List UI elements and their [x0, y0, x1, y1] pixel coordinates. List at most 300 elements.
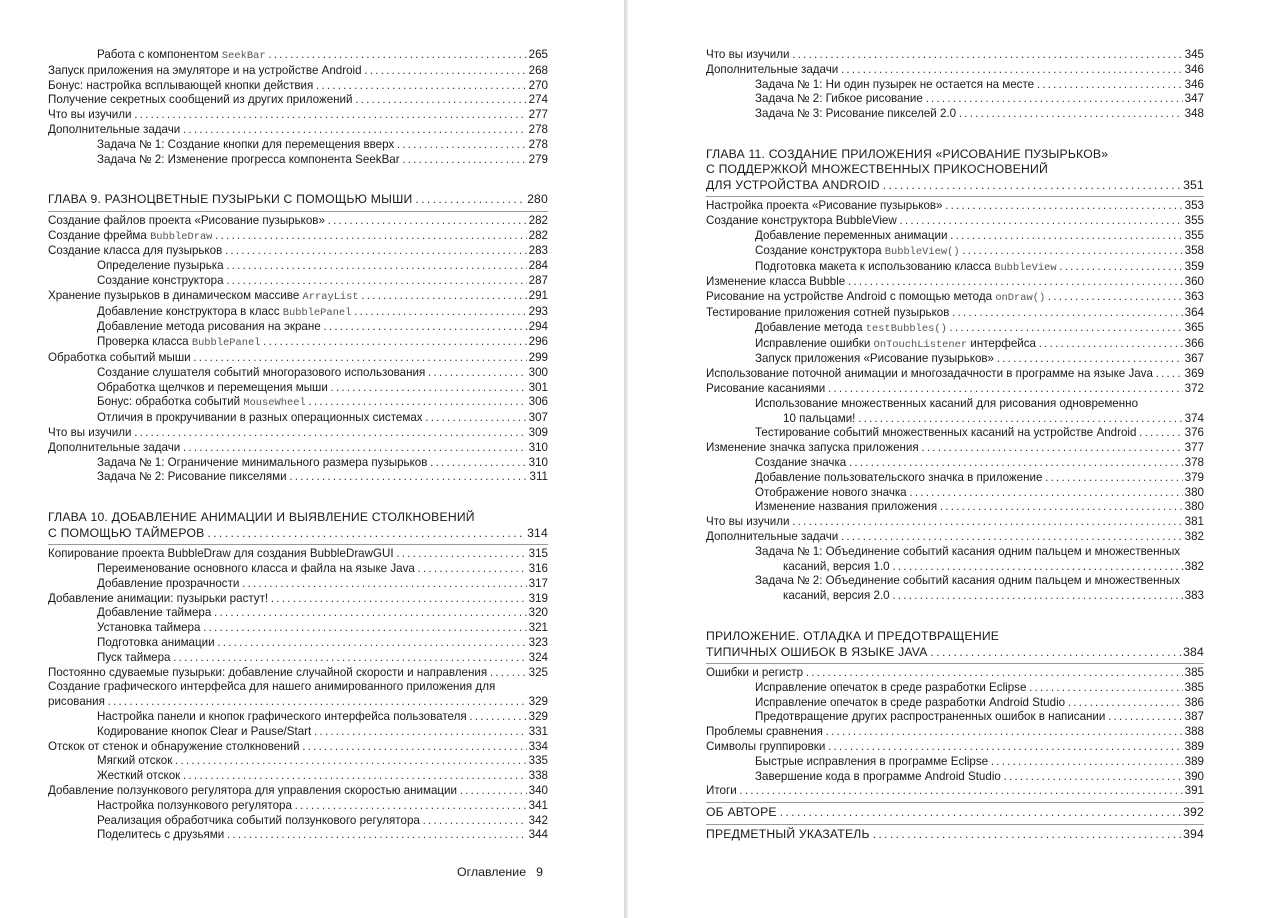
toc-entry[interactable]: [706, 426, 1204, 441]
toc-entry-title: [97, 320, 548, 333]
toc-page-number: 387: [1184, 710, 1204, 724]
toc-entry[interactable]: [706, 755, 1204, 770]
toc-entry-code: testBubbles(): [865, 322, 947, 335]
toc-page-number: 380: [1184, 485, 1204, 499]
toc-page-number: 355: [1184, 229, 1204, 243]
chapter-title: [48, 192, 548, 206]
chapter-title-last: [706, 178, 1204, 194]
chapter-title-line: ГЛАВА 10. ДОБАВЛЕНИЕ АНИМАЦИИ И ВЫЯВЛЕНИЕ СТОЛКНОВЕНИЙ: [48, 510, 475, 525]
section-heading[interactable]: [706, 827, 1204, 843]
toc-entry[interactable]: [48, 214, 548, 229]
left-toc-column: [48, 48, 548, 843]
toc-entry-title: [97, 562, 548, 575]
toc-entry[interactable]: [48, 79, 548, 94]
chapter-rule: [48, 544, 548, 545]
toc-page-number: 372: [1184, 382, 1204, 396]
toc-page-number: 291: [528, 288, 548, 302]
chapter-heading[interactable]: [706, 147, 1204, 194]
chapter-rule: [706, 196, 1204, 197]
toc-entry[interactable]: [706, 441, 1204, 456]
toc-entry[interactable]: [706, 770, 1204, 785]
toc-entry-line2: [755, 412, 1204, 427]
toc-entry-text: Постоянно сдуваемые пузырьки: добавление случайной скорости и направления: [48, 665, 488, 679]
toc-entry-text: Добавление переменных анимации: [755, 229, 948, 243]
toc-entry-text: Тестирование событий множественных касаний на устройстве Android: [755, 426, 1137, 440]
chapter-heading[interactable]: [48, 510, 548, 541]
toc-page-number: 319: [528, 591, 548, 605]
toc-entry-title: [97, 769, 548, 782]
toc-entry[interactable]: [706, 515, 1204, 530]
toc-entry-text: Задача № 3: Рисование пикселей 2.0: [755, 107, 957, 121]
toc-entry-title: [97, 814, 548, 827]
chapter-title-line: ПРИЛОЖЕНИЕ. ОТЛАДКА И ПРЕДОТВРАЩЕНИЕ: [706, 629, 1000, 643]
toc-page-number: 323: [528, 636, 548, 649]
chapter-rule: [48, 211, 548, 212]
toc-entry-title: [97, 710, 548, 723]
toc-entry-title: [97, 411, 548, 424]
toc-page-number: 274: [528, 93, 548, 107]
toc-entry-text: Поделитесь с друзьями: [97, 828, 225, 842]
toc-page-number: 346: [1184, 77, 1204, 91]
toc-entry[interactable]: [48, 828, 548, 843]
toc-page-number: 342: [528, 813, 548, 827]
toc-page-number: 347: [1184, 92, 1204, 106]
toc-entry[interactable]: [48, 411, 548, 426]
toc-page-number: 325: [528, 665, 548, 679]
toc-entry[interactable]: [48, 335, 548, 351]
toc-entry[interactable]: [48, 395, 548, 411]
chapter-rule: [706, 663, 1204, 664]
toc-entry[interactable]: [48, 456, 548, 471]
toc-entry-title: [48, 666, 548, 679]
toc-entry-text: Создание файлов проекта «Рисование пузырьков»: [48, 213, 325, 227]
toc-entry-line1: Задача № 2: Объединение событий касания одним пальцем и множественных: [755, 574, 1181, 588]
toc-entry[interactable]: [48, 351, 548, 366]
toc-entry[interactable]: [706, 352, 1204, 367]
toc-entry-text: Создание конструктора: [755, 243, 885, 257]
footer-page-number: 9: [536, 865, 543, 879]
toc-entry[interactable]: [48, 381, 548, 396]
toc-entry[interactable]: [706, 725, 1204, 740]
toc-entry[interactable]: [706, 63, 1204, 78]
toc-entry-title: [48, 108, 548, 121]
toc-entry[interactable]: [706, 337, 1204, 353]
toc-page-number: 277: [528, 108, 548, 122]
toc-page-number: 310: [528, 455, 548, 469]
toc-entry[interactable]: [48, 592, 548, 607]
toc-page-number: 317: [528, 576, 548, 590]
toc-entry-code: BubbleDraw: [150, 230, 213, 243]
toc-entry[interactable]: [48, 547, 548, 562]
toc-entry[interactable]: [48, 621, 548, 636]
toc-page-number: 381: [1184, 515, 1204, 529]
toc-page-number: 287: [528, 274, 548, 288]
toc-page-number: 278: [528, 137, 548, 151]
toc-entry[interactable]: [706, 456, 1204, 471]
toc-page-number: 355: [1184, 214, 1204, 228]
chapter-page-number: 280: [527, 192, 548, 207]
toc-page-number: 358: [1184, 243, 1204, 257]
toc-page-number: 380: [1184, 500, 1204, 514]
toc-entry[interactable]: [48, 577, 548, 592]
toc-entry-text: Создание значка: [755, 456, 847, 470]
toc-entry-text: Настройка ползункового регулятора: [97, 798, 292, 812]
toc-entry-text: Использование поточной анимации и многозадачности в программе на языке Java: [706, 367, 1153, 381]
toc-page-number: 385: [1184, 680, 1204, 694]
toc-page-number: 389: [1184, 754, 1204, 768]
toc-entry-title: [48, 784, 548, 797]
toc-page-number: 282: [528, 213, 548, 227]
toc-entry[interactable]: [706, 471, 1204, 486]
toc-entry-title: [755, 681, 1204, 694]
toc-entry-title: [755, 696, 1204, 709]
chapter-heading[interactable]: [706, 629, 1204, 660]
toc-entry-text: Добавление таймера: [97, 606, 212, 620]
toc-entry-text: Ошибки и регистр: [706, 666, 804, 679]
toc-entry[interactable]: [706, 275, 1204, 290]
toc-entry[interactable]: [706, 367, 1204, 382]
toc-page-number: 331: [528, 724, 548, 738]
toc-page-number: 359: [1184, 259, 1204, 273]
toc-entry-title: [97, 577, 548, 590]
toc-entry[interactable]: [706, 574, 1204, 604]
toc-entry[interactable]: [48, 244, 548, 259]
toc-entry[interactable]: [48, 441, 548, 456]
toc-entry-text: Дополнительные задачи: [706, 62, 839, 76]
toc-entry-title: [48, 695, 548, 708]
toc-entry-title: [755, 107, 1204, 120]
chapter-title-text: ГЛАВА 9. РАЗНОЦВЕТНЫЕ ПУЗЫРЬКИ С ПОМОЩЬЮ МЫШИ: [48, 192, 413, 207]
toc-entry-title: [706, 199, 1204, 212]
toc-page-number: 265: [528, 48, 548, 61]
toc-entry-title: [706, 784, 1204, 797]
toc-entry-title: [706, 441, 1204, 454]
right-page: [628, 0, 1261, 918]
toc-entry-title: [783, 560, 1204, 573]
toc-entry[interactable]: [48, 274, 548, 289]
toc-entry-title: [48, 123, 548, 136]
toc-entry[interactable]: [706, 260, 1204, 276]
section-page-number: 392: [1183, 805, 1204, 820]
toc-entry-text: Что вы изучили: [48, 108, 132, 122]
toc-entry[interactable]: [706, 666, 1204, 681]
toc-entry-text: Что вы изучили: [48, 426, 132, 440]
toc-entry-line1: Задача № 1: Объединение событий касания одним пальцем и множественных: [755, 544, 1181, 558]
toc-entry-title: [706, 666, 1204, 679]
toc-entry[interactable]: [706, 545, 1204, 575]
toc-entry-title: [97, 274, 548, 287]
toc-entry[interactable]: [48, 606, 548, 621]
toc-entry[interactable]: [48, 754, 548, 769]
toc-entry-title: [97, 636, 548, 649]
section-title: [706, 827, 1204, 841]
toc-entry[interactable]: [48, 799, 548, 814]
toc-entry[interactable]: [48, 710, 548, 725]
chapter-page-number: 384: [1183, 644, 1204, 659]
toc-page-number: 278: [528, 122, 548, 136]
toc-entry-code: onDraw(): [995, 292, 1046, 305]
toc-entry-text: Запуск приложения «Рисование пузырьков»: [755, 352, 995, 366]
toc-entry[interactable]: [48, 426, 548, 441]
toc-entry-title: [97, 305, 548, 318]
toc-entry-title: [706, 290, 1204, 303]
toc-entry-title: [48, 547, 548, 560]
toc-page-number: 306: [528, 395, 548, 409]
toc-entry[interactable]: [48, 666, 548, 681]
toc-entry-text: Добавление прозрачности: [97, 576, 240, 590]
toc-entry-text: Задача № 1: Ни один пузырек не остается на месте: [755, 77, 1035, 91]
toc-entry[interactable]: [706, 784, 1204, 799]
toc-entry-text: Реализация обработчика событий ползункового регулятора: [97, 813, 420, 827]
toc-page-number: 299: [528, 351, 548, 365]
section-gap: [706, 122, 1204, 147]
chapter-page-number: 351: [1183, 177, 1204, 192]
toc-page-number: 390: [1184, 769, 1204, 783]
toc-entry[interactable]: [706, 290, 1204, 306]
toc-page-number: 389: [1184, 739, 1204, 753]
toc-entry-text: Итоги: [706, 784, 737, 798]
toc-page-number: 391: [1184, 784, 1204, 798]
toc-entry-title: [48, 64, 548, 77]
toc-page-number: 296: [528, 335, 548, 349]
toc-entry-text: Создание класса для пузырьков: [48, 244, 223, 258]
toc-entry-title: [48, 740, 548, 753]
section-heading[interactable]: [706, 805, 1204, 821]
toc-entry[interactable]: [48, 562, 548, 577]
toc-entry[interactable]: [48, 289, 548, 305]
toc-entry-text: Пуск таймера: [97, 650, 171, 664]
chapter-title-text: С ПОМОЩЬЮ ТАЙМЕРОВ: [48, 525, 205, 540]
toc-entry-title: [706, 63, 1204, 76]
toc-entry-title: [48, 93, 548, 106]
section-rule: [706, 824, 1204, 825]
toc-entry-text: Рисование касаниями: [706, 382, 826, 396]
toc-entry-text: Обработка событий мыши: [48, 351, 191, 365]
toc-entry-text: Что вы изучили: [706, 515, 790, 529]
section-title-line: [706, 805, 1204, 821]
toc-entry-title: [755, 710, 1204, 723]
toc-entry-title: [755, 426, 1204, 439]
section-gap: [706, 604, 1204, 629]
toc-entry-title: [755, 78, 1204, 91]
toc-page-number: 382: [1184, 559, 1204, 573]
toc-entry-text: Создание фрейма: [48, 228, 151, 242]
toc-entry-text: Создание конструктора: [97, 274, 224, 288]
toc-entry[interactable]: [48, 814, 548, 829]
toc-entry-title: [755, 321, 1204, 334]
toc-entry[interactable]: [706, 696, 1204, 711]
toc-entry-title: [706, 530, 1204, 543]
toc-entry-title: [97, 48, 548, 61]
toc-entry[interactable]: [48, 48, 548, 64]
toc-entry[interactable]: [48, 651, 548, 666]
toc-entry-text: Быстрые исправления в программе Eclipse: [755, 754, 989, 768]
chapter-title-last: [706, 645, 1204, 661]
toc-entry-title: [97, 381, 548, 394]
toc-entry-text: Добавление метода: [755, 320, 866, 334]
toc-entry[interactable]: [706, 500, 1204, 515]
toc-page-number: 340: [528, 783, 548, 797]
toc-page-number: 344: [528, 828, 548, 842]
toc-entry[interactable]: [48, 259, 548, 274]
toc-page-number: 315: [528, 547, 548, 561]
toc-entry-text: Задача № 2: Изменение прогресса компонента SeekBar: [97, 152, 400, 166]
toc-entry[interactable]: [706, 214, 1204, 229]
toc-entry-title: [97, 621, 548, 634]
toc-entry-text: Исправление ошибки: [755, 336, 874, 350]
toc-entry-title: [706, 275, 1204, 288]
toc-entry-code: MouseWheel: [243, 397, 306, 410]
toc-entry-text: Изменение класса Bubble: [706, 275, 846, 289]
toc-entry[interactable]: [706, 199, 1204, 214]
chapter-title-last: [48, 526, 548, 542]
toc-entry-text: Создание слушателя событий многоразового использования: [97, 365, 426, 379]
toc-entry-title: [97, 456, 548, 469]
toc-entry[interactable]: [48, 123, 548, 138]
toc-page-number: 329: [528, 709, 548, 723]
toc-entry[interactable]: [48, 93, 548, 108]
toc-entry-text: Отображение нового значка: [755, 485, 907, 499]
toc-entry-code: BubbleView(): [884, 245, 960, 258]
toc-entry-text: Кодирование кнопок Clear и Pause/Start: [97, 724, 312, 738]
toc-page-number: 282: [528, 228, 548, 242]
toc-entry[interactable]: [706, 229, 1204, 244]
toc-entry[interactable]: [706, 48, 1204, 63]
toc-entry[interactable]: [706, 321, 1204, 337]
toc-entry-text: Определение пузырька: [97, 259, 224, 273]
toc-entry-title: [755, 755, 1204, 768]
toc-entry-text: Подготовка анимации: [97, 636, 215, 649]
toc-entry-text: Предотвращение других распространенных ошибок в написании: [755, 710, 1106, 724]
chapter-title: [48, 526, 548, 540]
toc-entry-title: [97, 828, 548, 841]
toc-entry-title: [755, 770, 1204, 783]
toc-entry-text: Подготовка макета к использованию класса: [755, 259, 995, 273]
section-title-line: [706, 827, 1204, 843]
toc-page-number: 268: [528, 63, 548, 77]
toc-entry[interactable]: [706, 92, 1204, 107]
toc-entry[interactable]: [706, 710, 1204, 725]
toc-entry[interactable]: [48, 64, 548, 79]
toc-entry-text: Исправление опечаток в среде разработки Eclipse: [755, 680, 1027, 694]
toc-entry[interactable]: [48, 366, 548, 381]
toc-entry[interactable]: [48, 138, 548, 153]
toc-entry-title: [97, 395, 548, 408]
toc-entry[interactable]: [706, 244, 1204, 260]
chapter-title: [706, 178, 1204, 192]
toc-entry-text: Запуск приложения на эмуляторе и на устройстве Android: [48, 63, 362, 77]
toc-page-number: 270: [528, 78, 548, 92]
toc-entry-title: [706, 515, 1204, 528]
toc-entry-text: касаний, версия 1.0: [783, 559, 890, 573]
toc-page-number: 294: [528, 320, 548, 334]
toc-entry-title: [97, 366, 548, 379]
toc-page-number: 374: [1184, 411, 1204, 425]
toc-entry[interactable]: [48, 305, 548, 321]
toc-entry[interactable]: [48, 740, 548, 755]
toc-entry[interactable]: [706, 530, 1204, 545]
toc-entry[interactable]: [706, 681, 1204, 696]
toc-page-number: 307: [528, 411, 548, 425]
toc-entry-code: OnTouchListener: [873, 338, 968, 351]
toc-page-number: 345: [1184, 48, 1204, 61]
toc-entry-title: [97, 606, 548, 619]
toc-entry-text: Дополнительные задачи: [48, 440, 181, 454]
toc-entry[interactable]: [706, 382, 1204, 397]
toc-page-number: 284: [528, 259, 548, 273]
toc-entry[interactable]: [48, 153, 548, 168]
toc-entry-text: Установка таймера: [97, 621, 201, 635]
toc-entry-text: Дополнительные задачи: [706, 530, 839, 544]
section-gap: [48, 167, 548, 192]
toc-entry-text: Мягкий отскок: [97, 754, 173, 768]
toc-entry-text: Создание конструктора BubbleView: [706, 214, 897, 228]
toc-entry-text: Символы группировки: [706, 739, 826, 753]
toc-page-number: 338: [528, 769, 548, 783]
toc-entry-title: [706, 725, 1204, 738]
toc-entry-text: Жесткий отскок: [97, 769, 181, 783]
toc-entry-text: Бонус: настройка всплывающей кнопки действия: [48, 78, 314, 92]
toc-page-number: 309: [528, 426, 548, 440]
toc-entry-text: Дополнительные задачи: [48, 122, 181, 136]
toc-entry-title: [48, 214, 548, 227]
toc-entry[interactable]: [706, 397, 1204, 427]
toc-entry[interactable]: [48, 784, 548, 799]
chapter-title-text: ТИПИЧНЫХ ОШИБОК В ЯЗЫКЕ JAVA: [706, 644, 928, 659]
toc-entry-title: [783, 589, 1204, 602]
toc-entry-title: [706, 48, 1204, 61]
toc-entry[interactable]: [706, 486, 1204, 501]
toc-entry[interactable]: [48, 680, 548, 710]
toc-page-number: 321: [528, 621, 548, 635]
toc-entry-line1: Использование множественных касаний для рисования одновременно: [755, 396, 1139, 410]
toc-entry[interactable]: [706, 306, 1204, 321]
toc-entry[interactable]: [48, 108, 548, 123]
toc-entry-title: [706, 382, 1204, 395]
toc-entry[interactable]: [706, 107, 1204, 122]
toc-entry[interactable]: [48, 229, 548, 245]
toc-entry-text: Что вы изучили: [706, 48, 790, 61]
section-title: [706, 805, 1204, 819]
toc-page-number: 385: [1184, 666, 1204, 679]
toc-page-number: 363: [1184, 290, 1204, 304]
toc-entry[interactable]: [48, 320, 548, 335]
toc-entry[interactable]: [706, 740, 1204, 755]
toc-page-number: 376: [1184, 426, 1204, 440]
chapter-title-line: ГЛАВА 11. СОЗДАНИЕ ПРИЛОЖЕНИЯ «РИСОВАНИЕ ПУЗЫРЬКОВ»: [706, 146, 1109, 161]
toc-entry-title: [755, 486, 1204, 499]
toc-entry[interactable]: [48, 636, 548, 651]
toc-page-number: 301: [528, 380, 548, 394]
toc-entry-title: [783, 412, 1204, 425]
toc-entry[interactable]: [48, 769, 548, 784]
toc-entry-title: [48, 592, 548, 605]
toc-entry-title: [97, 725, 548, 738]
toc-entry[interactable]: [706, 78, 1204, 93]
toc-entry[interactable]: [48, 470, 548, 485]
toc-entry[interactable]: [48, 725, 548, 740]
toc-entry-text: Задача № 1: Создание кнопки для перемещения вверх: [97, 137, 395, 151]
toc-page-number: 329: [528, 695, 548, 709]
toc-entry-text: Отскок от стенок и обнаружение столкновений: [48, 739, 300, 753]
toc-entry-title: [48, 244, 548, 257]
chapter-heading[interactable]: [48, 192, 548, 208]
chapter-title: [706, 645, 1204, 659]
toc-entry-text: Получение секретных сообщений из других приложений: [48, 93, 353, 107]
toc-entry-text: Тестирование приложения сотней пузырьков: [706, 306, 950, 320]
toc-page-number: 383: [1184, 589, 1204, 603]
toc-entry-title: [755, 337, 1204, 350]
